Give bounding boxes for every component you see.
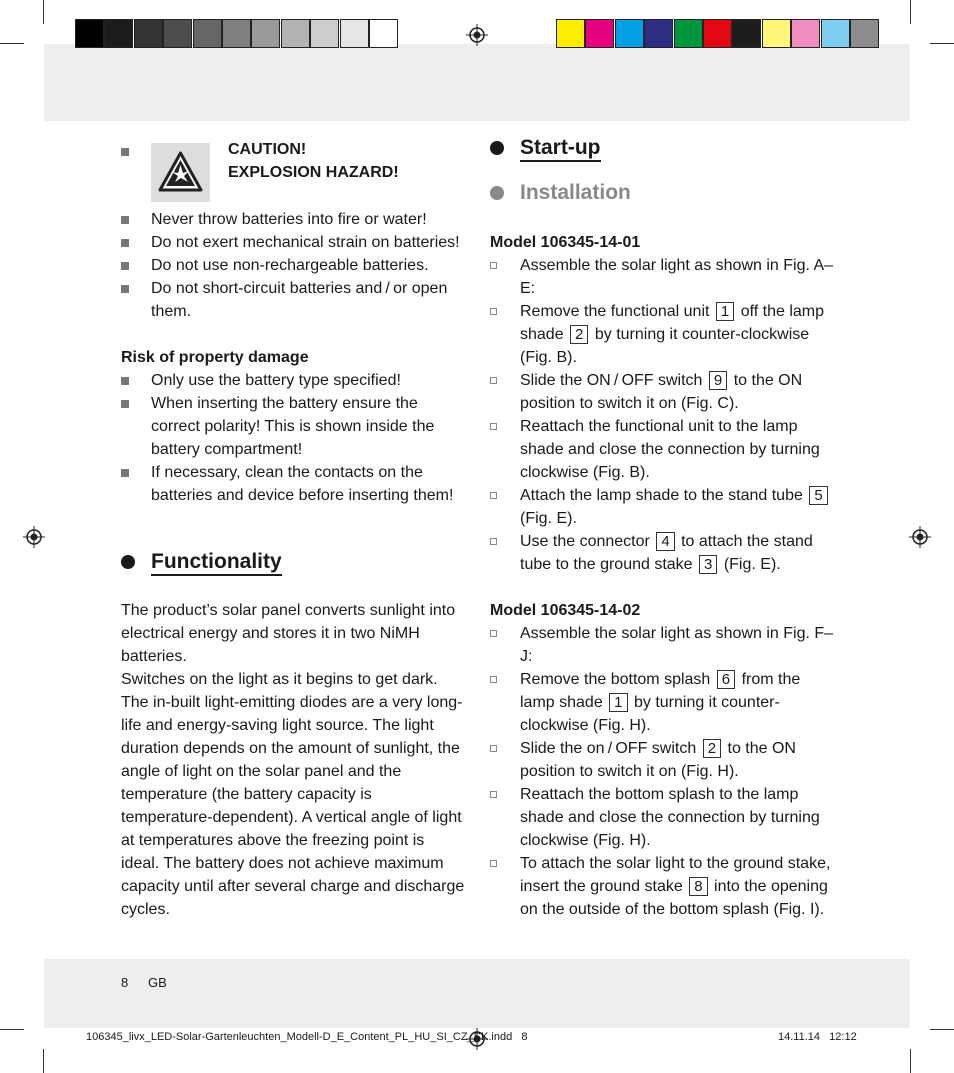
part-number-box: 3 [699,555,717,574]
model-1-heading: Model 106345-14-01 [490,234,641,251]
part-number-box: 2 [703,739,721,758]
process-color-swatch [615,19,644,48]
list-item: Only use the battery type specified! [121,369,466,392]
functionality-paragraph-1: The product’s solar panel converts sunlight into electrical energy and stores it in two NiMH batteries. [121,602,456,665]
property-damage-section [121,346,466,507]
process-color-swatch [644,19,673,48]
list-item: Slide the on / OFF switch 2 to the ON position to switch it on (Fig. H). [490,737,835,783]
battery-warning-list [121,208,466,323]
caution-heading-line1: CAUTION! [228,141,307,158]
list-item: Assemble the solar light as shown in Fig. F–J: [490,622,835,668]
grayscale-swatch [369,19,398,48]
startup-heading [490,134,835,162]
slug-timestamp: 14.11.14 12:12 [778,1031,857,1043]
grayscale-swatch [134,19,163,48]
grayscale-swatch [222,19,251,48]
registration-mark-icon [466,24,488,46]
list-item: Reattach the bottom splash to the lamp shade and close the connection by turning clockwise (Fig. H). [490,783,835,852]
grayscale-swatch [340,19,369,48]
part-number-box: 9 [709,371,727,390]
grayscale-swatch [310,19,339,48]
registration-mark-icon [909,526,931,548]
list-item: Reattach the functional unit to the lamp shade and close the connection by turning clockwise (Fig. B). [490,415,835,484]
crop-mark [910,0,911,24]
list-item: Do not use non-rechargeable batteries. [121,254,466,277]
explosion-warning-icon [151,143,210,202]
list-item: Remove the bottom splash 6 from the lamp shade 1 by turning it counter-clockwise (Fig. H). [490,668,835,737]
caution-bullet [121,148,129,156]
installation-heading [490,179,835,207]
list-item: If necessary, clean the contacts on the batteries and device before inserting them! [121,461,466,507]
list-item: To attach the solar light to the ground stake, insert the ground stake 8 into the opening on the outside of the bottom splash (Fig. I). [490,852,835,921]
process-color-swatch [762,19,791,48]
crop-mark [930,43,954,44]
functionality-heading [121,548,466,576]
page-number: 8 [121,975,129,990]
list-item: Do not exert mechanical strain on batteries! [121,231,466,254]
model-2-heading: Model 106345-14-02 [490,602,641,619]
slug-filename: 106345_livx_LED-Solar-Gartenleuchten_Modell-D_E_Content_PL_HU_SI_CZ_SK.indd 8 [86,1031,528,1043]
registration-mark-icon [23,526,45,548]
startup-title: Start-up [520,136,601,162]
functionality-text [121,599,466,921]
crop-mark [43,0,44,24]
installation-title: Installation [520,181,631,204]
model-1-section [490,231,835,576]
part-number-box: 5 [809,486,827,505]
part-number-box: 1 [609,693,627,712]
process-color-swatch [732,19,761,48]
part-number-box: 4 [656,532,674,551]
functionality-paragraph-2: Switches on the light as it begins to get dark. The in-built light-emitting diodes are a very long-life and energy-saving light source. The light duration depends on the amount of sunlight, the angle of light on the solar panel and the temperature (the battery capacity is temperature-dependent). A vertical angle of light at temperatures above the freezing point is ideal. The battery does not achieve maximum capacity until after several charge and discharge cycles. [121,671,465,918]
part-number-box: 2 [570,325,588,344]
list-item: Never throw batteries into fire or water! [121,208,466,231]
process-color-swatch [821,19,850,48]
section-bullet-icon [121,555,135,569]
process-color-swatch [585,19,614,48]
list-item: Remove the functional unit 1 off the lamp shade 2 by turning it counter-clockwise (Fig. B). [490,300,835,369]
footer-band [44,959,910,1028]
crop-mark [0,1029,24,1030]
header-band [44,44,910,121]
process-color-swatch [556,19,585,48]
process-color-swatch [703,19,732,48]
process-color-swatch [791,19,820,48]
process-color-swatch [850,19,879,48]
grayscale-swatch [193,19,222,48]
functionality-title: Functionality [151,550,282,576]
list-item: Assemble the solar light as shown in Fig. A–E: [490,254,835,300]
part-number-box: 8 [689,877,707,896]
list-item: Attach the lamp shade to the stand tube 5 (Fig. E). [490,484,835,530]
model-2-section [490,599,835,921]
caution-heading [228,138,458,184]
section-bullet-icon [490,141,504,155]
list-item: Use the connector 4 to attach the stand tube to the ground stake 3 (Fig. E). [490,530,835,576]
part-number-box: 1 [716,302,734,321]
part-number-box: 6 [717,670,735,689]
process-color-swatch [674,19,703,48]
grayscale-swatch [251,19,280,48]
crop-mark [930,1029,954,1030]
subsection-bullet-icon [490,186,504,200]
language-code: GB [148,975,167,990]
list-item: Slide the ON / OFF switch 9 to the ON position to switch it on (Fig. C). [490,369,835,415]
list-item: When inserting the battery ensure the correct polarity! This is shown inside the battery compartment! [121,392,466,461]
list-item: Do not short-circuit batteries and / or open them. [121,277,466,323]
grayscale-swatch [281,19,310,48]
crop-mark [43,1049,44,1073]
grayscale-swatch [75,19,104,48]
crop-mark [0,43,24,44]
grayscale-swatch [163,19,192,48]
grayscale-swatch [104,19,133,48]
caution-heading-line2: EXPLOSION HAZARD! [228,164,399,181]
property-damage-heading: Risk of property damage [121,349,309,366]
crop-mark [910,1049,911,1073]
